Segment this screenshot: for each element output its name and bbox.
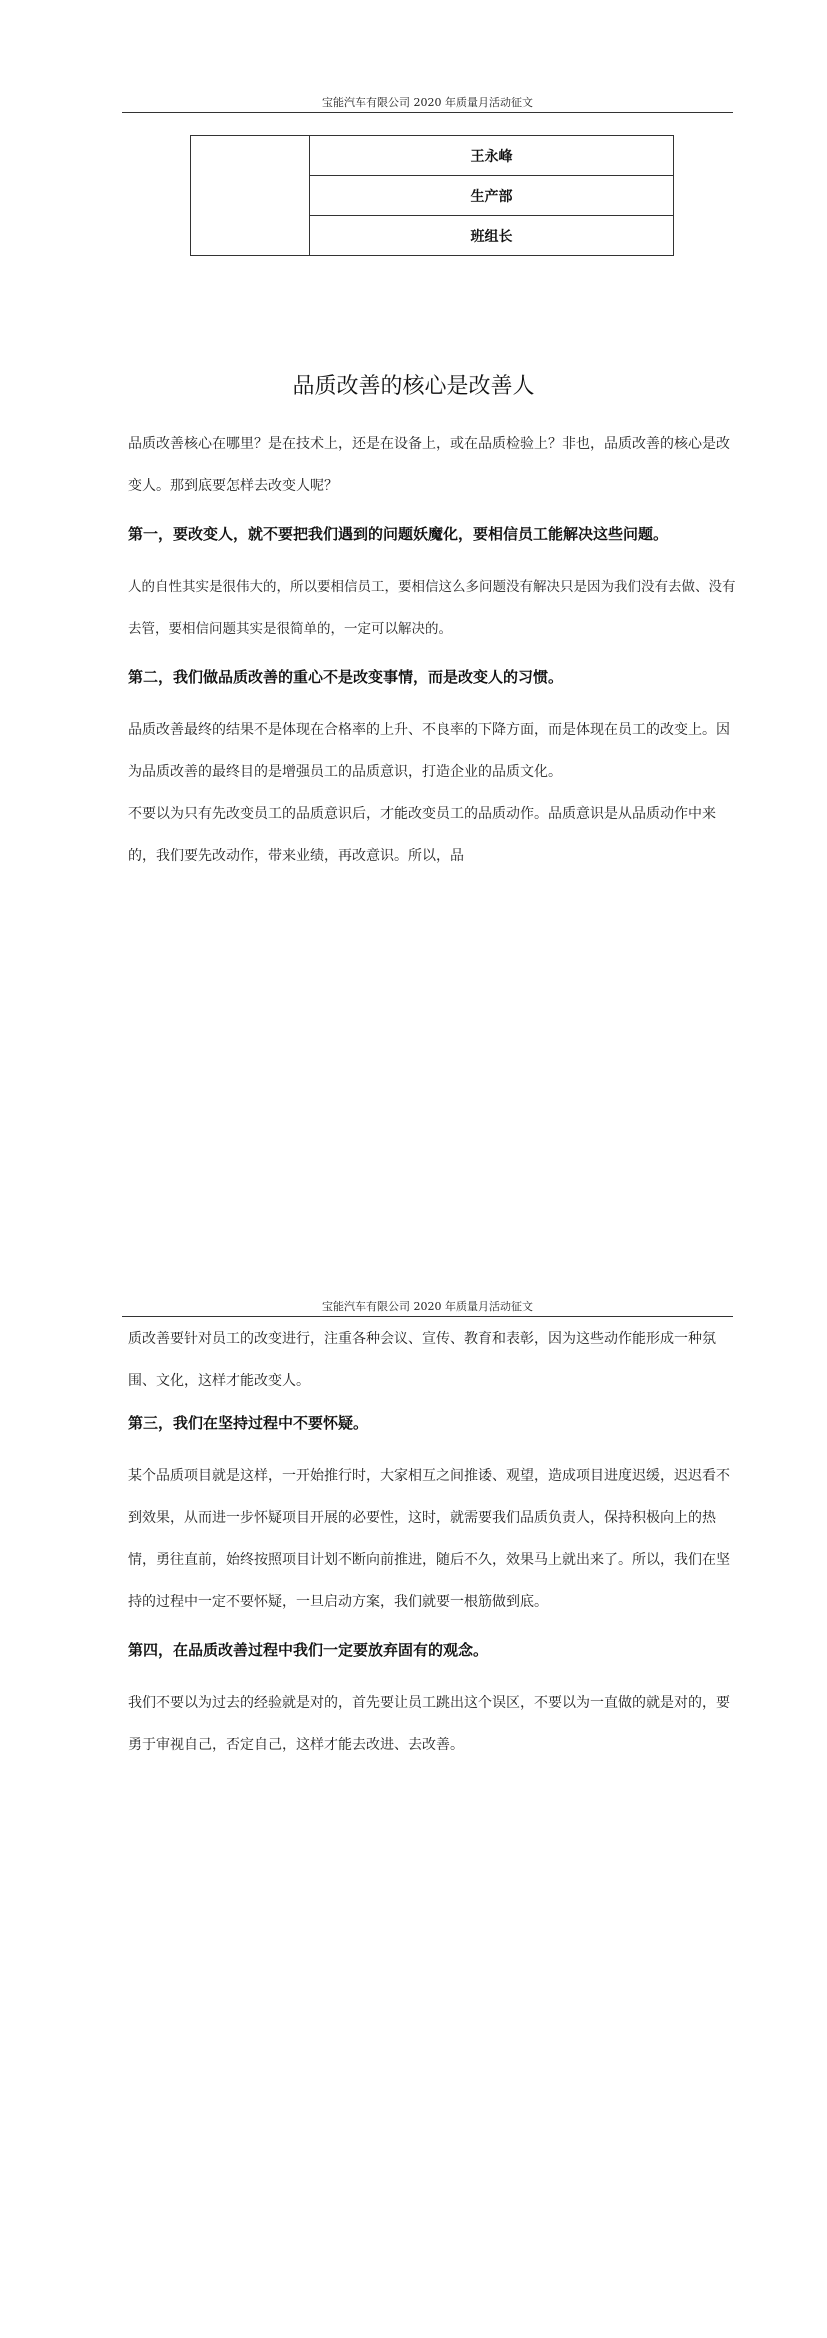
section-2-paragraph-2-part-1: 不要以为只有先改变员工的品质意识后，才能改变员工的品质动作。品质意识是从品质动作中来的，我们要先改动作，带来业绩，再改意识。所以，品	[128, 806, 716, 864]
intro-paragraph: 品质改善核心在哪里？是在技术上，还是在设备上，或在品质检验上？非也，品质改善的核心是改变人。那到底要怎样去改变人呢？	[128, 436, 730, 494]
author-name: 王永峰	[310, 136, 674, 176]
article-body-page-2	[128, 1318, 738, 1766]
article-body-page-1	[128, 423, 738, 877]
article-title: 品质改善的核心是改善人	[292, 374, 535, 399]
author-position: 班组长	[310, 216, 674, 256]
photo-cell	[191, 136, 310, 256]
section-2-paragraph-1: 品质改善最终的结果不是体现在合格率的上升、不良率的下降方面，而是体现在员工的改变上。因为品质改善的最终目的是增强员工的品质意识，打造企业的品质文化。	[128, 722, 730, 780]
page-header: 宝能汽车有限公司 2020 年质量月活动征文	[122, 96, 733, 113]
section-3-heading: 第三，我们在坚持过程中不要怀疑。	[128, 1414, 369, 1432]
section-2-heading: 第二，我们做品质改善的重心不是改变事情，而是改变人的习惯。	[128, 668, 564, 686]
section-4-heading: 第四，在品质改善过程中我们一定要放弃固有的观念。	[128, 1641, 489, 1659]
author-department: 生产部	[310, 176, 674, 216]
section-1-paragraph: 人的自性其实是很伟大的，所以要相信员工，要相信这么多问题没有解决只是因为我们没有去做、没有去管，要相信问题其实是很简单的，一定可以解决的。	[128, 579, 736, 637]
section-4-paragraph: 我们不要以为过去的经验就是对的，首先要让员工跳出这个误区，不要以为一直做的就是对的，要勇于审视自己，否定自己，这样才能去改进、去改善。	[128, 1695, 730, 1753]
page-header: 宝能汽车有限公司 2020 年质量月活动征文	[122, 1300, 733, 1317]
section-3-paragraph: 某个品质项目就是这样，一开始推行时，大家相互之间推诿、观望，造成项目进度迟缓，迟迟看不到效果，从而进一步怀疑项目开展的必要性，这时，就需要我们品质负责人，保持积极向上的热情，勇往直前，始终按照项目计划不断向前推进，随后不久，效果马上就出来了。所以，我们在坚持的过程中一定不要怀疑，一旦启动方案，我们就要一根筋做到底。	[128, 1468, 730, 1610]
section-2-paragraph-2-part-2: 质改善要针对员工的改变进行，注重各种会议、宣传、教育和表彰，因为这些动作能形成一种氛围、文化，这样才能改变人。	[128, 1331, 716, 1389]
section-1-heading: 第一，要改变人，就不要把我们遇到的问题妖魔化，要相信员工能解决这些问题。	[128, 525, 669, 543]
page-2	[0, 1240, 827, 2338]
author-info-table	[190, 135, 674, 256]
